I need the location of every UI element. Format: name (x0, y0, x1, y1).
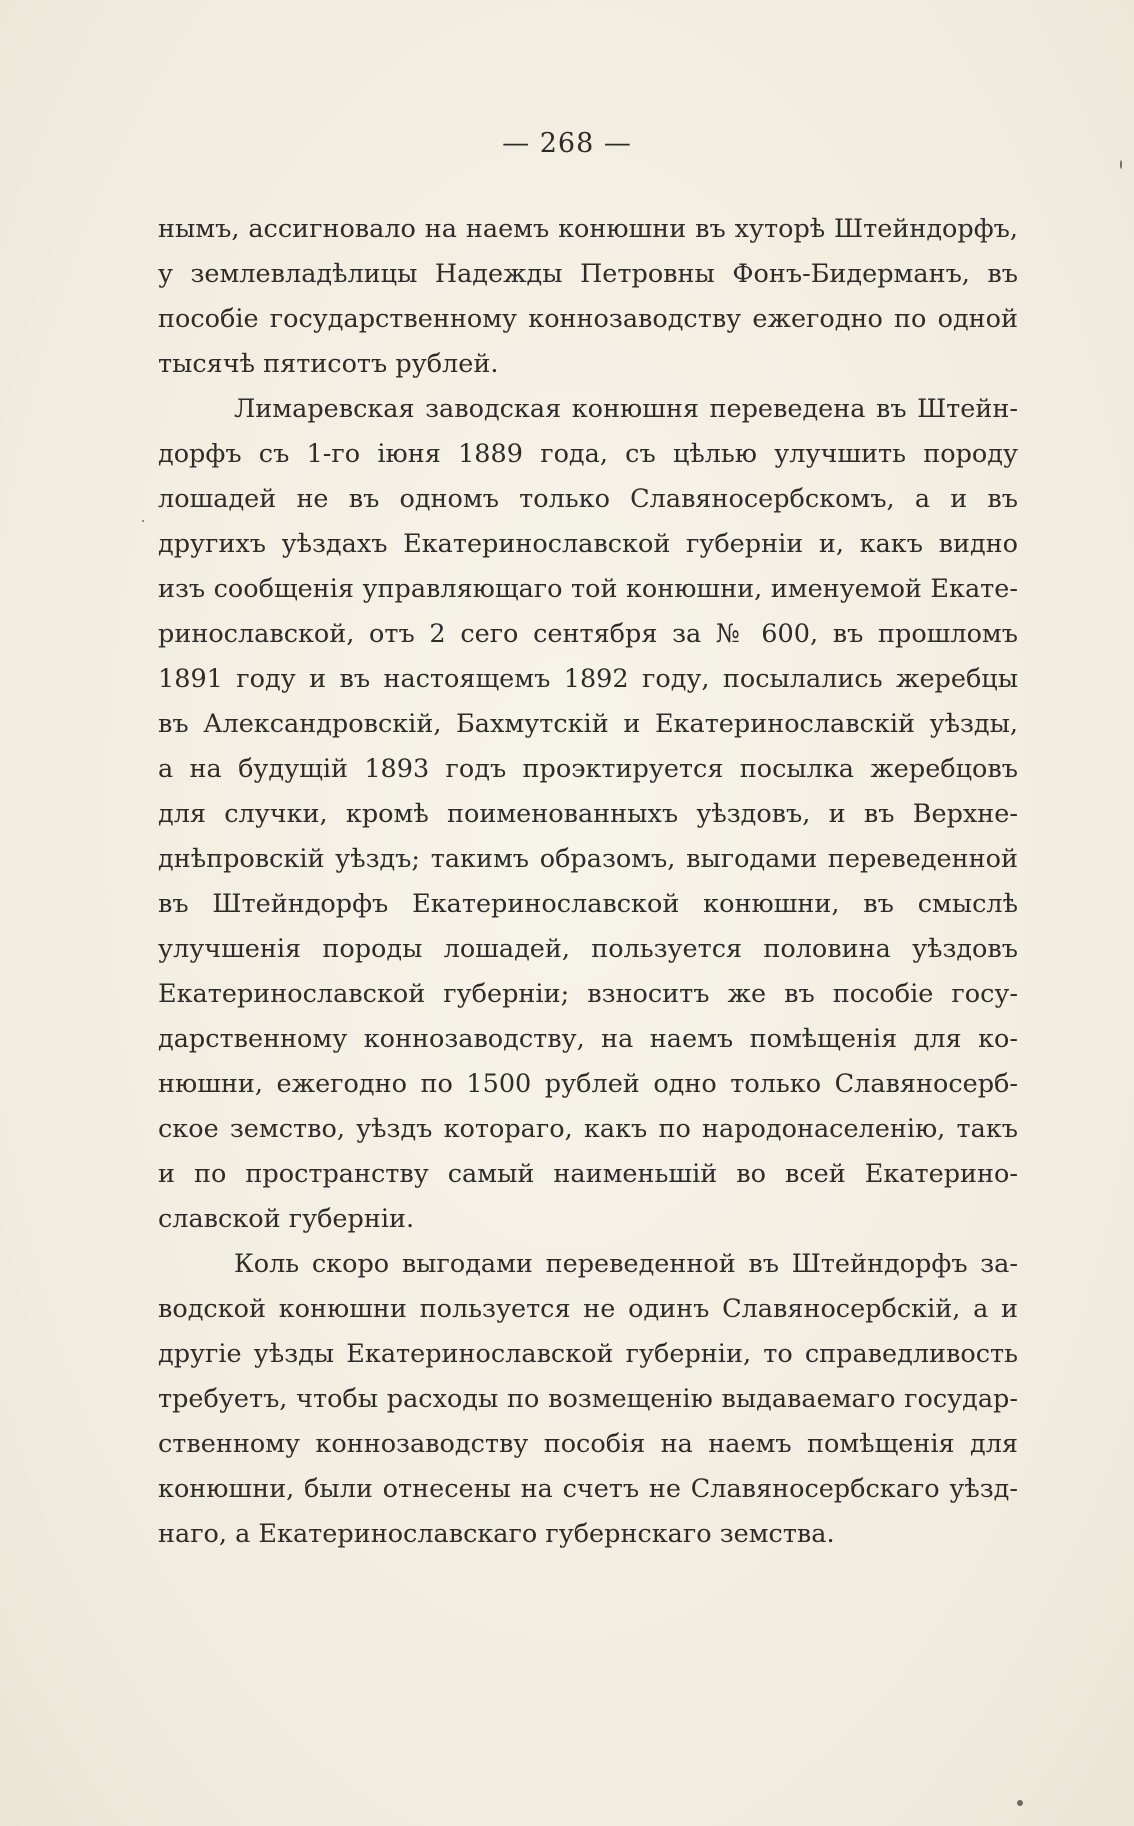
page-number: — 268 — (502, 128, 632, 159)
text-line: Екатеринославской губерніи; взноситъ же въ пособіе госу- (158, 979, 1018, 1009)
text-line: водской конюшни пользуется не одинъ Славяносербскій, а и (158, 1294, 1018, 1324)
paper-speck (142, 520, 144, 522)
text-line: днѣпровскій уѣздъ; такимъ образомъ, выгодами переведенной (158, 844, 1018, 874)
paper-speck (1017, 1800, 1023, 1806)
text-line: 1891 году и въ настоящемъ 1892 году, посылались жеребцы (158, 664, 1018, 694)
text-line: Коль скоро выгодами переведенной въ Штейндорфъ за- (234, 1249, 1018, 1279)
text-line: другіе уѣзды Екатеринославской губерніи, то справедливость (158, 1339, 1018, 1369)
text-line: ственному коннозаводству пособія на наемъ помѣщенія для (158, 1429, 1018, 1459)
text-line: въ Штейндорфъ Екатеринославской конюшни, въ смыслѣ (158, 889, 1018, 919)
text-body (158, 207, 1018, 1557)
text-line: тысячѣ пятисотъ рублей. (158, 349, 499, 379)
paragraph-2 (158, 387, 1018, 1242)
text-line: а на будущій 1893 годъ проэктируется посылка жеребцовъ (158, 754, 1018, 784)
paragraph-1 (158, 207, 1018, 387)
text-line: Лимаревская заводская конюшня переведена въ Штейн- (234, 394, 1018, 424)
text-line: для случки, кромѣ поименованныхъ уѣздовъ, и въ Верхне- (158, 799, 1018, 829)
text-line: лошадей не въ одномъ только Славяносербскомъ, а и въ (158, 484, 1018, 514)
paper-speck (1120, 160, 1122, 169)
text-line: наго, а Екатеринославскаго губернскаго земства. (158, 1519, 835, 1549)
text-line: нюшни, ежегодно по 1500 рублей одно только Славяносерб- (158, 1069, 1018, 1099)
text-line: нымъ, ассигновало на наемъ конюшни въ хуторѣ Штейндорфъ, (158, 214, 1018, 244)
paragraph-3 (158, 1242, 1018, 1557)
text-line: другихъ уѣздахъ Екатеринославской губерніи и, какъ видно (158, 529, 1018, 559)
text-line: ское земство, уѣздъ котораго, какъ по народонаселенію, такъ (158, 1114, 1018, 1144)
text-line: конюшни, были отнесены на счетъ не Славяносербскаго уѣзд- (158, 1474, 1018, 1504)
text-line: ринославской, отъ 2 сего сентября за № 600, въ прошломъ (158, 619, 1018, 649)
text-line: изъ сообщенія управляющаго той конюшни, именуемой Екате- (158, 574, 1018, 604)
text-line: улучшенія породы лошадей, пользуется половина уѣздовъ (158, 934, 1018, 964)
text-line: пособіе государственному коннозаводству ежегодно по одной (158, 304, 1018, 334)
text-line: требуетъ, чтобы расходы по возмещенію выдаваемаго государ- (158, 1384, 1018, 1414)
text-line: славской губерніи. (158, 1204, 415, 1234)
text-line: дарственному коннозаводству, на наемъ помѣщенія для ко- (158, 1024, 1018, 1054)
text-line: въ Александровскій, Бахмутскій и Екатеринославскій уѣзды, (158, 709, 1018, 739)
text-line: у землевладѣлицы Надежды Петровны Фонъ-Бидерманъ, въ (158, 259, 1018, 289)
text-line: и по пространству самый наименьшій во всей Екатерино- (158, 1159, 1018, 1189)
text-line: дорфъ съ 1-го іюня 1889 года, съ цѣлью улучшить породу (158, 439, 1018, 469)
